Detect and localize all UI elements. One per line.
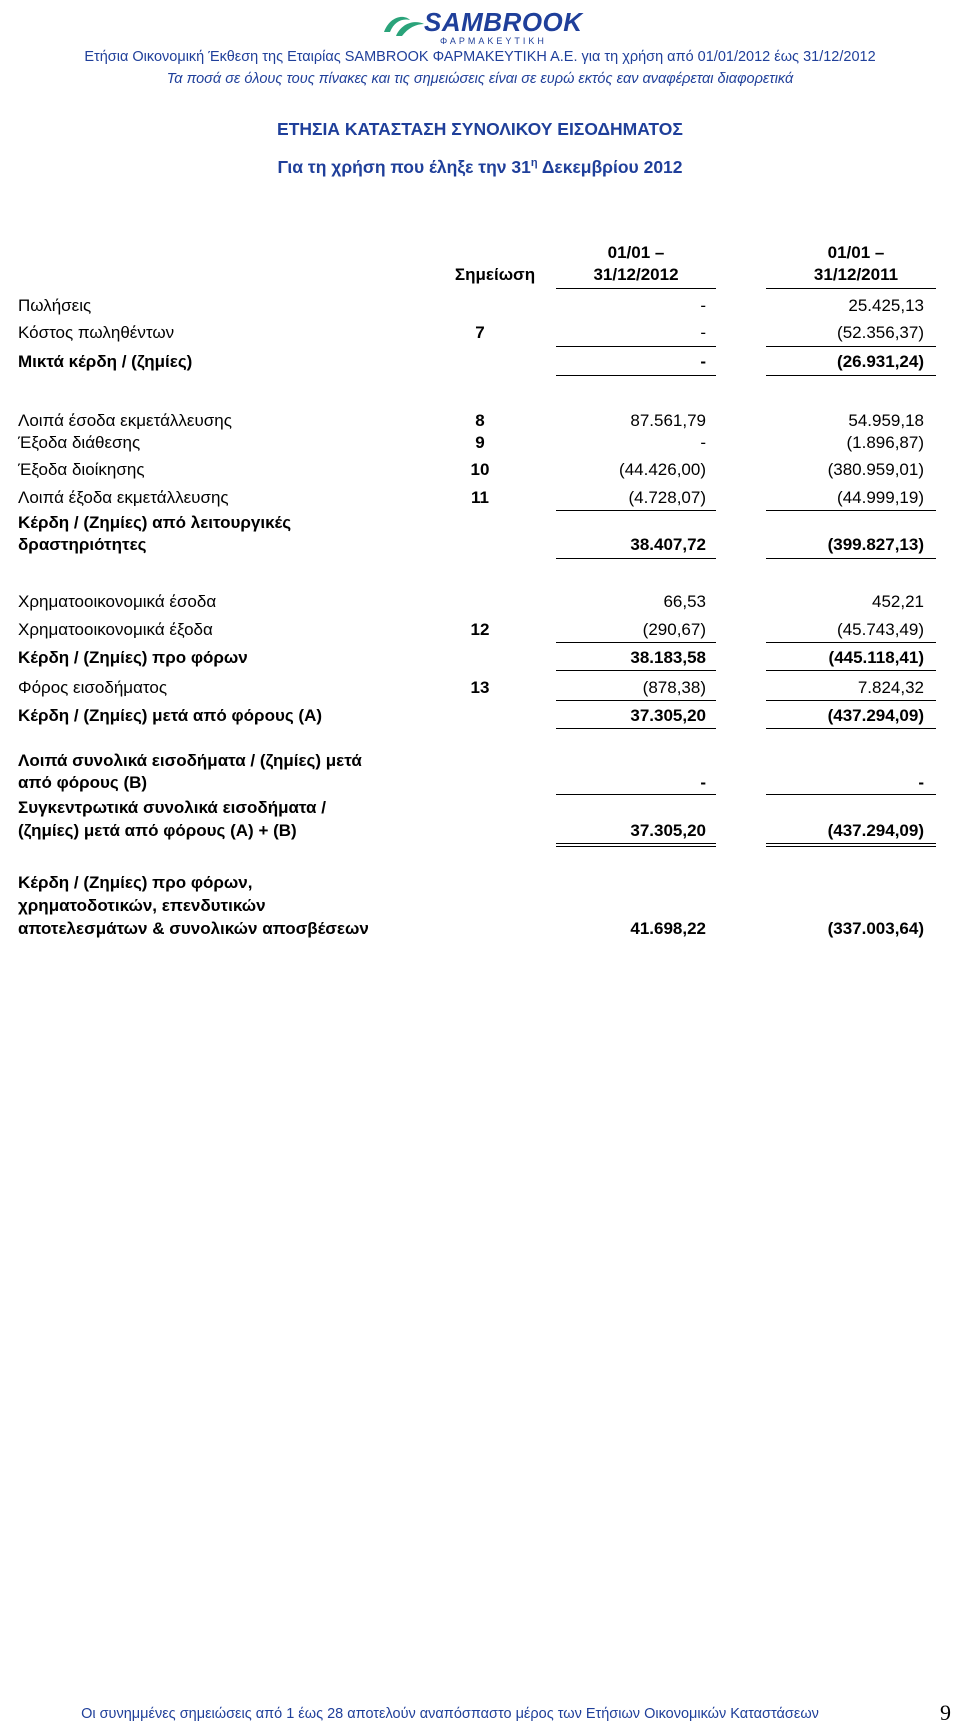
logo-mark-icon: [380, 10, 428, 40]
subtotal-line: [766, 642, 936, 643]
row-label: χρηματοδοτικών, επενδυτικών: [18, 896, 266, 915]
value-2011: (52.356,37): [837, 323, 924, 342]
note-ref: 10: [470, 460, 490, 479]
value-2012: -: [700, 296, 706, 315]
subtotal-line: [766, 510, 936, 511]
row-label: από φόρους (Β): [18, 773, 148, 792]
value-2011: (44.999,19): [837, 488, 924, 507]
value-2011: 452,21: [872, 592, 924, 611]
table-row: [0, 459, 960, 481]
row-label: Χρηματοοικονομικά έσοδα: [18, 592, 217, 611]
value-2011: 25.425,13: [848, 296, 924, 315]
total-line: [766, 375, 936, 376]
row-label: Λοιπά συνολικά εισοδήματα / (ζημίες) μετά: [18, 751, 362, 770]
total-line: [766, 558, 936, 559]
value-2012: -: [700, 773, 706, 792]
row-label: δραστηριότητες: [18, 535, 147, 554]
total-line: [556, 728, 716, 729]
value-2012: (4.728,07): [628, 488, 706, 507]
value-2011: (399.827,13): [827, 535, 924, 554]
row-label: Έξοδα διοίκησης: [18, 460, 145, 479]
page-number: 9: [940, 1700, 951, 1725]
value-2012: (44.426,00): [619, 460, 706, 479]
report-header-line: Ετήσια Οικονομική Έκθεση της Εταιρίας SAMBROOK ΦΑΡΜΑΚΕΥΤΙΚΗ Α.Ε. για τη χρήση από 01/01/2012 έως 31/12/2012: [84, 49, 876, 65]
subtotal-line: [556, 794, 716, 795]
row-label: Φόρος εισοδήματος: [18, 678, 168, 697]
row-label: αποτελεσμάτων & συνολικών αποσβέσεων: [18, 919, 369, 938]
row-label: Λοιπά έξοδα εκμετάλλευσης: [18, 488, 229, 507]
subtotal-line: [556, 346, 716, 347]
table-row: [0, 677, 960, 699]
table-row: [0, 619, 960, 641]
subtotal-line: [766, 700, 936, 701]
table-row: [0, 705, 960, 727]
value-2011: 7.824,32: [857, 678, 924, 697]
company-logo: [380, 8, 590, 44]
statement-period: [0, 157, 960, 178]
table-row: [0, 647, 960, 669]
value-2011: 54.959,18: [848, 411, 924, 430]
currency-notice: Τα ποσά σε όλους τους πίνακες και τις σημειώσεις είναι σε ευρώ εκτός εαν αναφέρεται διαφορετικά: [166, 71, 794, 87]
row-label: Κέρδη / (Ζημίες) προ φόρων: [18, 648, 248, 667]
period-text: Για τη χρήση που έληξε την 31: [277, 157, 531, 177]
value-2012: 66,53: [663, 592, 706, 611]
header-underline: [766, 288, 936, 289]
period-superscript: η: [530, 157, 538, 170]
footer-note: Οι συνημμένες σημειώσεις από 1 έως 28 αποτελούν αναπόσπαστο μέρος των Ετήσιων Οικονομικών Καταστάσεων: [81, 1706, 819, 1722]
period-text-end: Δεκεμβρίου 2012: [537, 157, 683, 177]
value-2012: (290,67): [642, 620, 706, 639]
value-2012: 37.305,20: [630, 706, 706, 725]
value-2011: -: [918, 773, 924, 792]
row-label: Συγκεντρωτικά συνολικά εισοδήματα /: [18, 798, 326, 817]
value-2012: 87.561,79: [630, 411, 706, 430]
header-underline: [556, 288, 716, 289]
value-2011: (380.959,01): [827, 460, 924, 479]
value-2011: (337.003,64): [827, 919, 924, 938]
column-header-2011-line1: 01/01 –: [827, 243, 885, 262]
table-row: [0, 322, 960, 344]
note-ref: 7: [475, 323, 485, 342]
value-2011: (26.931,24): [837, 352, 924, 371]
note-ref: 12: [470, 620, 490, 639]
logo-subtext: ΦΑΡΜΑΚΕΥΤΙΚΗ: [440, 36, 547, 46]
subtotal-line: [766, 794, 936, 795]
total-line: [766, 728, 936, 729]
row-label: Κόστος πωληθέντων: [18, 323, 175, 342]
value-2012: 38.183,58: [630, 648, 706, 667]
row-label: Κέρδη / (Ζημίες) μετά από φόρους (Α): [18, 706, 323, 725]
column-header-2012-line2: 31/12/2012: [593, 265, 679, 284]
table-row: [0, 487, 960, 509]
table-row: [0, 432, 960, 454]
table-row: [0, 410, 960, 432]
value-2012: (878,38): [642, 678, 706, 697]
statement-title: ΕΤΗΣΙΑ ΚΑΤΑΣΤΑΣΗ ΣΥΝΟΛΙΚΟΥ ΕΙΣΟΔΗΜΑΤΟΣ: [277, 119, 683, 139]
row-label: Λοιπά έσοδα εκμετάλλευσης: [18, 411, 232, 430]
row-label: Κέρδη / (Ζημίες) προ φόρων,: [18, 873, 253, 892]
row-label: Μικτά κέρδη / (ζημίες): [18, 352, 193, 371]
grand-total-double-line: [556, 843, 716, 847]
subtotal-line: [766, 346, 936, 347]
logo-wordmark: SAMBROOK: [424, 7, 583, 37]
table-row: [0, 591, 960, 613]
value-2011: (445.118,41): [828, 648, 924, 667]
value-2012: -: [700, 352, 706, 371]
column-header-2012-line1: 01/01 –: [607, 243, 665, 262]
value-2012: 38.407,72: [630, 535, 706, 554]
subtotal-line: [556, 642, 716, 643]
row-label: Έξοδα διάθεσης: [18, 433, 141, 452]
total-line: [556, 558, 716, 559]
total-line: [766, 670, 936, 671]
subtotal-line: [556, 700, 716, 701]
value-2012: -: [700, 433, 706, 452]
row-label: Πωλήσεις: [18, 296, 92, 315]
table-row: [0, 295, 960, 317]
table-row: [0, 351, 960, 373]
value-2012: -: [700, 323, 706, 342]
column-header-2011-line2: 31/12/2011: [813, 265, 899, 284]
total-line: [556, 375, 716, 376]
value-2011: (437.294,09): [827, 706, 924, 725]
value-2011: (437.294,09): [827, 821, 924, 840]
total-line: [556, 670, 716, 671]
note-ref: 9: [475, 433, 485, 452]
value-2011: (45.743,49): [837, 620, 924, 639]
value-2012: 37.305,20: [630, 821, 706, 840]
note-ref: 13: [470, 678, 490, 697]
row-label: (ζημίες) μετά από φόρους (Α) + (Β): [18, 821, 297, 840]
note-ref: 11: [471, 488, 489, 507]
value-2011: (1.896,87): [846, 433, 924, 452]
column-header-note: Σημείωση: [454, 265, 536, 284]
grand-total-double-line: [766, 843, 936, 847]
note-ref: 8: [475, 411, 485, 430]
value-2012: 41.698,22: [630, 919, 706, 938]
subtotal-line: [556, 510, 716, 511]
row-label: Χρηματοοικονομικά έξοδα: [18, 620, 213, 639]
row-label: Κέρδη / (Ζημίες) από λειτουργικές: [18, 513, 292, 532]
